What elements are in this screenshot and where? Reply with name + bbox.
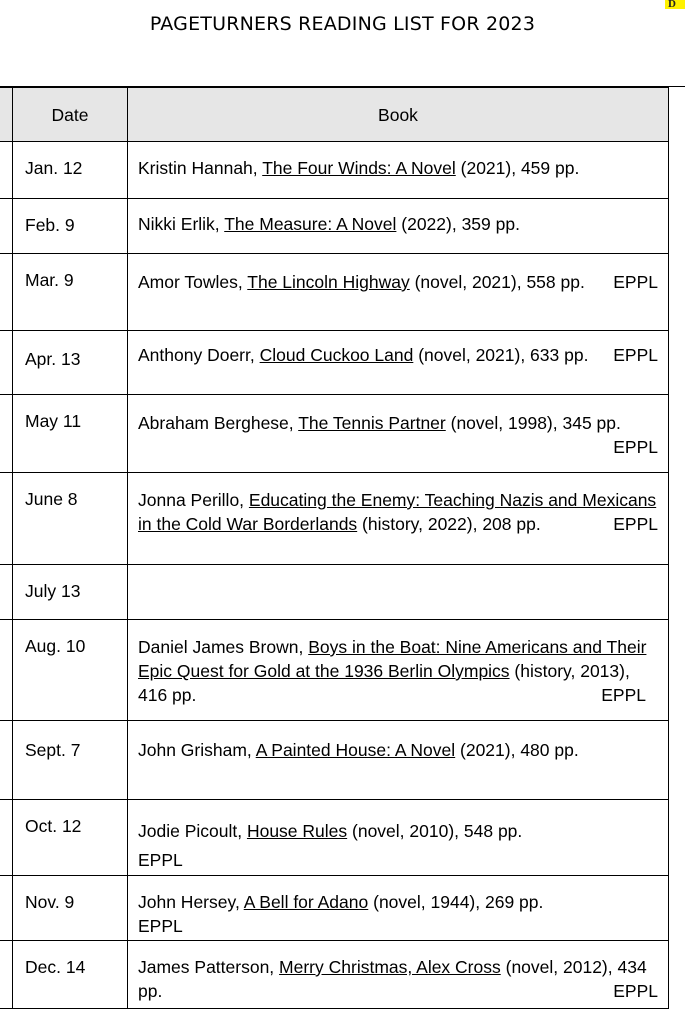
page-title: PAGETURNERS READING LIST FOR 2023 [149,13,536,35]
reading-list-table [0,87,669,1009]
book-title: The Four Winds: A Novel [262,158,456,178]
book-title: A Painted House: A Novel [255,740,456,760]
table-header-row [0,88,669,142]
book-cell [128,565,669,620]
table-row [0,142,669,199]
book-title: A Bell for Adano [243,892,369,912]
book-author: Jonna Perillo, [138,490,249,510]
date-cell: May 11 [13,395,128,473]
date-cell: Apr. 13 [13,331,128,395]
table-row [0,800,669,876]
table-row [0,331,669,395]
book-details: (novel, 1944), 269 pp. [368,892,544,912]
book-cell [128,331,669,395]
date-cell: Nov. 9 [13,876,128,941]
date-cell: Jan. 12 [13,142,128,199]
book-cell [128,473,669,565]
book-author: John Grisham, [138,740,256,760]
eppl-tag: EPPL [613,514,658,534]
table-row [0,565,669,620]
corner-mark: D [665,0,685,9]
book-author: Daniel James Brown, [138,637,309,657]
eppl-tag: EPPL [613,272,658,292]
column-header-date: Date [13,88,128,142]
book-cell [128,620,669,721]
eppl-tag: EPPL [613,981,658,1001]
gutter-cell [0,565,13,620]
eppl-tag: EPPL [138,916,183,936]
book-author: Anthony Doerr, [138,345,260,365]
table-row [0,395,669,473]
book-details: (2021), 459 pp. [455,158,580,178]
eppl-tag: EPPL [613,437,658,457]
eppl-tag: EPPL [613,345,658,365]
gutter-cell [0,142,13,199]
book-details: (novel, 1998), 345 pp. [445,413,621,433]
table-row [0,473,669,565]
eppl-tag: EPPL [601,685,646,705]
gutter-cell [0,721,13,800]
book-details: (novel, 2012), 434 pp. [138,957,647,1001]
date-cell: Sept. 7 [13,721,128,800]
gutter-cell [0,473,13,565]
book-author: John Hersey, [138,892,244,912]
book-title: The Tennis Partner [298,413,446,433]
table-row [0,620,669,721]
gutter-cell [0,876,13,941]
date-cell: June 8 [13,473,128,565]
table-row [0,876,669,941]
date-cell: Oct. 12 [13,800,128,876]
book-details: (novel, 2010), 548 pp. [347,821,523,841]
book-cell [128,876,669,941]
gutter-cell [0,88,13,142]
book-cell [128,800,669,876]
book-title: The Lincoln Highway [247,272,410,292]
table-row [0,941,669,1009]
book-details: (history, 2022), 208 pp. [357,514,541,534]
book-cell [128,941,669,1009]
book-title: Cloud Cuckoo Land [259,345,414,365]
date-cell: July 13 [13,565,128,620]
book-title: Educating the Enemy: Teaching Nazis and Mexicans in the Cold War Borderlands [138,490,657,534]
book-cell [128,142,669,199]
gutter-cell [0,331,13,395]
gutter-cell [0,199,13,254]
gutter-cell [0,800,13,876]
book-details: (2021), 480 pp. [455,740,579,760]
book-cell [128,395,669,473]
date-cell: Dec. 14 [13,941,128,1009]
book-title: Boys in the Boat: Nine Americans and Their Epic Quest for Gold at the 1936 Berlin Olympics [138,637,647,681]
date-cell: Aug. 10 [13,620,128,721]
book-details: (novel, 2021), 633 pp. [413,345,589,365]
gutter-cell [0,254,13,331]
book-author: James Patterson, [138,957,280,977]
book-details: (2022), 359 pp. [396,214,520,234]
table-row [0,721,669,800]
gutter-cell [0,620,13,721]
gutter-cell [0,395,13,473]
column-header-book: Book [128,88,669,142]
gutter-cell [0,941,13,1009]
book-author: Abraham Berghese, [138,413,299,433]
book-cell [128,254,669,331]
book-title: House Rules [246,821,348,841]
book-details: (history, 2013), 416 pp. [138,661,630,705]
table-row [0,254,669,331]
book-author: Nikki Erlik, [138,214,225,234]
book-cell [128,199,669,254]
book-title: Merry Christmas, Alex Cross [279,957,501,977]
book-title: The Measure: A Novel [224,214,397,234]
date-cell: Feb. 9 [13,199,128,254]
table-row [0,199,669,254]
book-author: Kristin Hannah, [138,158,263,178]
date-cell: Mar. 9 [13,254,128,331]
book-cell [128,721,669,800]
eppl-tag: EPPL [138,850,183,870]
book-author: Jodie Picoult, [138,821,247,841]
book-details: (novel, 2021), 558 pp. [409,272,585,292]
book-author: Amor Towles, [138,272,248,292]
